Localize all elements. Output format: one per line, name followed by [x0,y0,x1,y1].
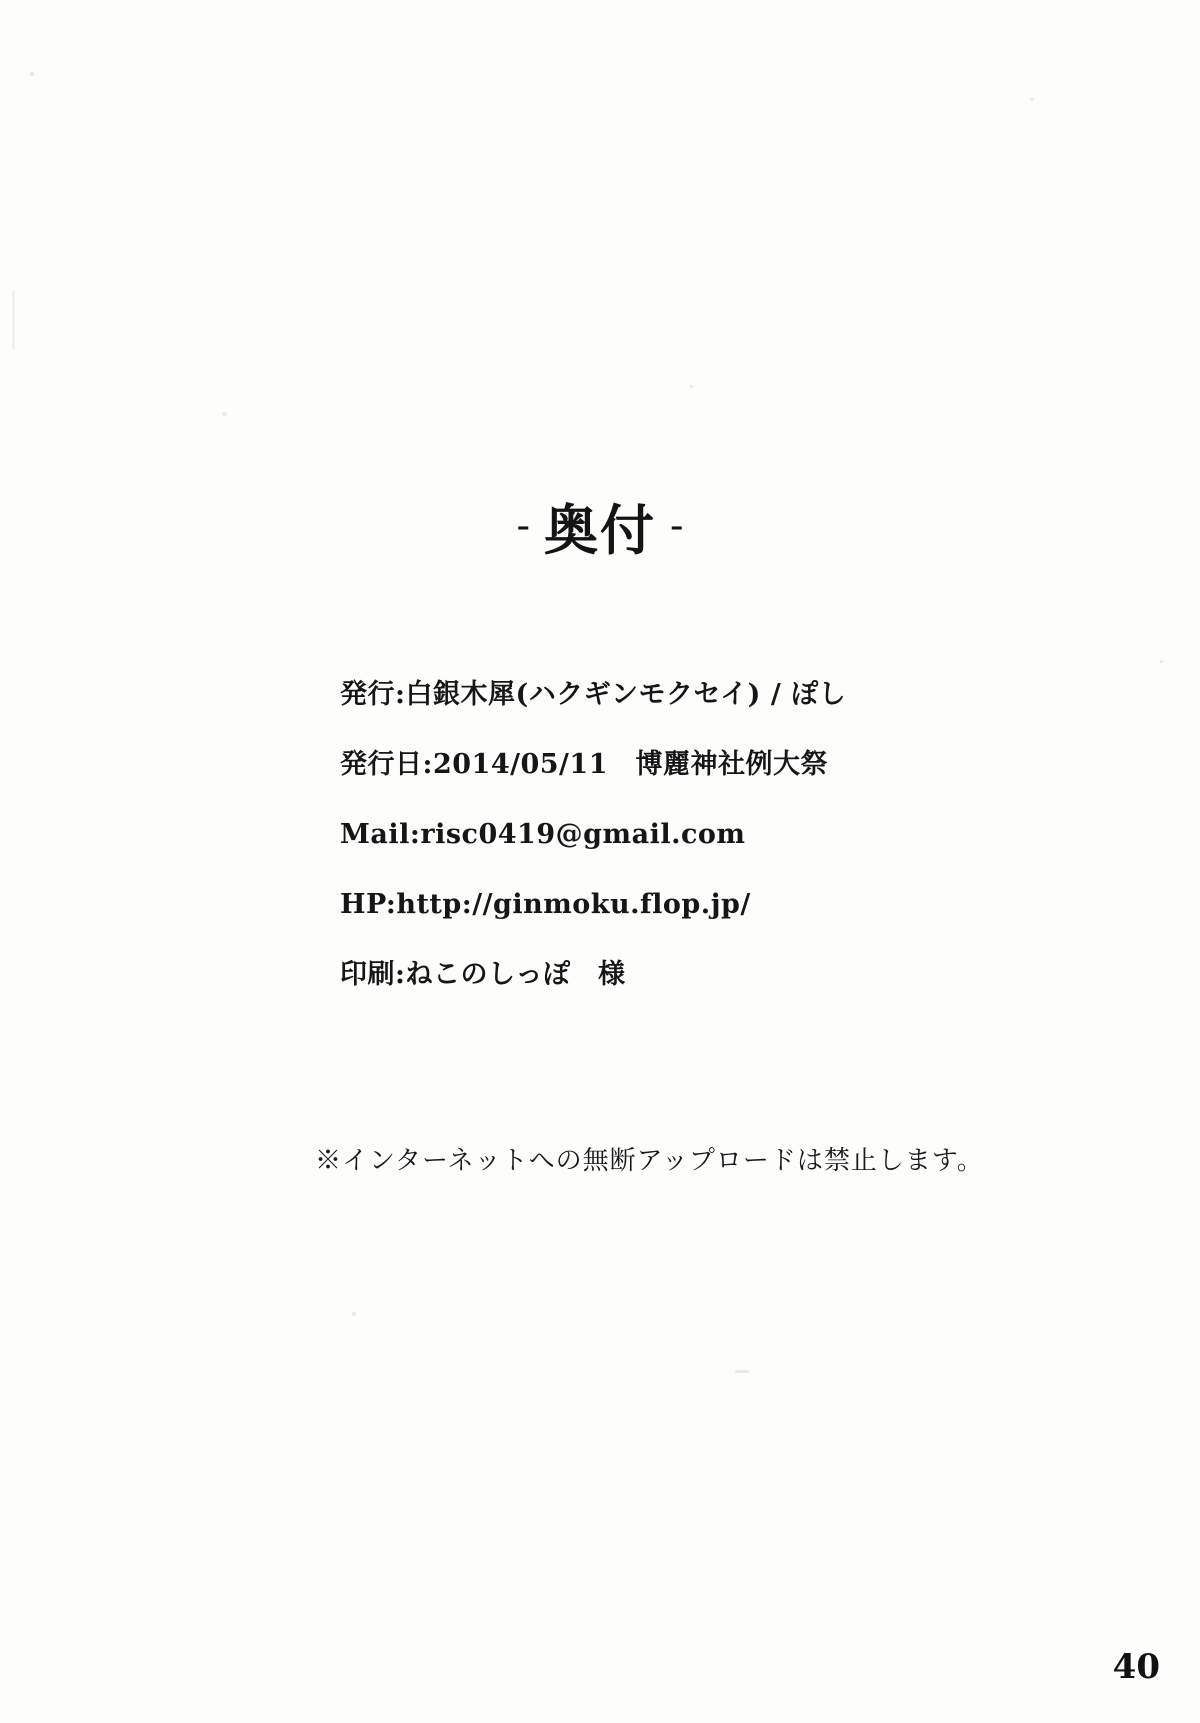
paper-speck [222,412,227,416]
colophon-line-mail: Mail:risc0419@gmail.com [340,819,746,850]
colophon-info-block [340,660,1100,1010]
colophon-line-printer: 印刷:ねこのしっぽ 様 [340,959,626,990]
title-text: 奥付 [544,498,656,562]
page-number: 40 [1112,1647,1160,1687]
paper-speck [735,1370,749,1373]
title-dash-right: - [670,503,684,549]
title-dash-left: - [516,503,530,549]
paper-speck [12,290,15,350]
paper-speck [690,385,693,388]
colophon-line-publisher: 発行:白銀木犀(ハクギンモクセイ) / ぽし [340,679,847,710]
paper-speck [352,1312,356,1316]
upload-prohibition-notice: ※インターネットへの無断アップロードは禁止します。 [315,1146,984,1176]
paper-speck [30,72,34,76]
page-title [0,488,1200,565]
paper-speck [1030,98,1034,101]
paper-speck [1160,660,1163,663]
colophon-line-publish-date: 発行日:2014/05/11 博麗神社例大祭 [340,749,828,780]
colophon-line-homepage: HP:http://ginmoku.flop.jp/ [340,889,751,920]
